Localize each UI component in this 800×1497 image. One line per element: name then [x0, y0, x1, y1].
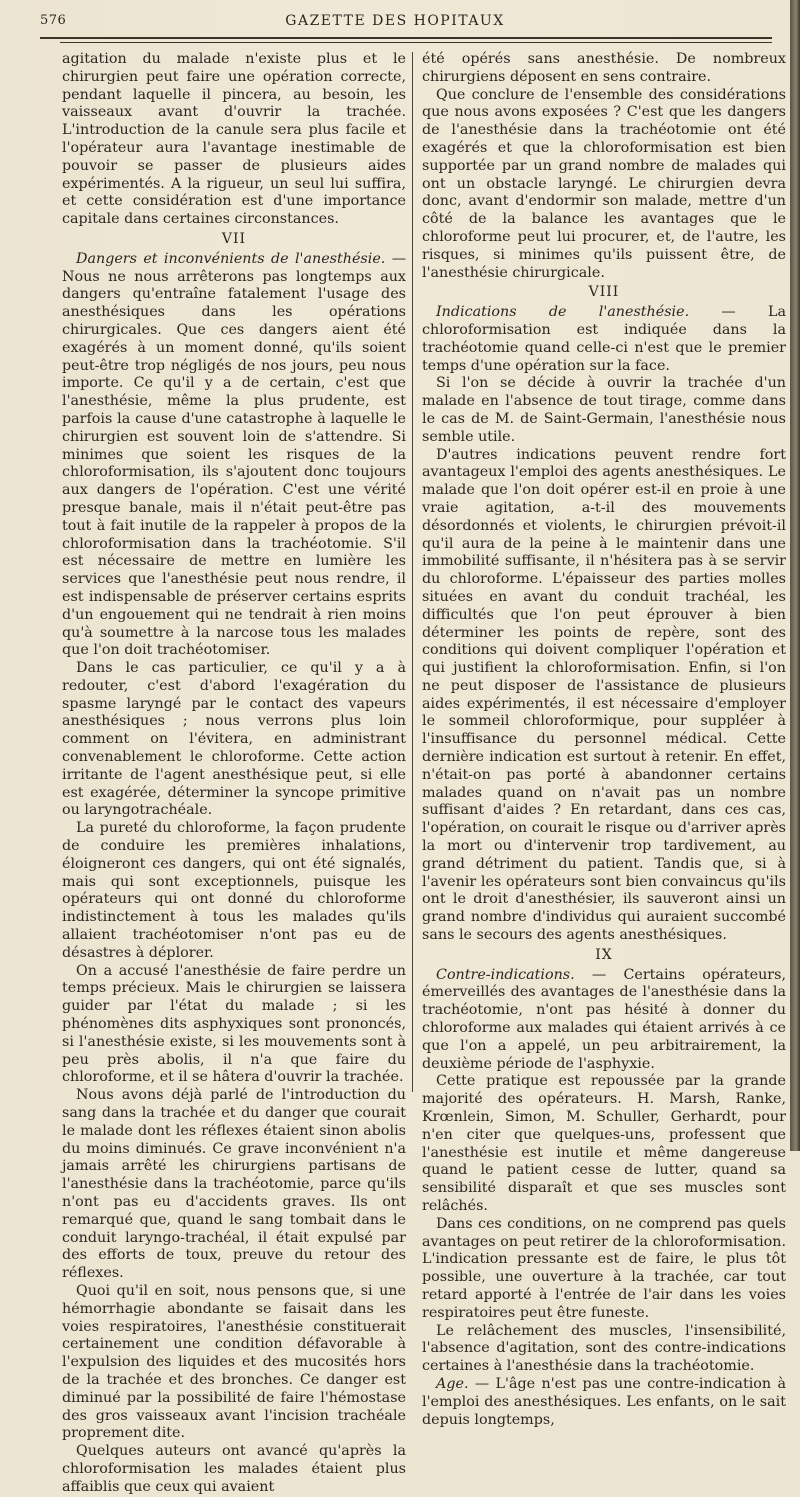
paragraph: Dans ces conditions, on ne comprend pas quels avantages on peut retirer de la chloroformisation. L'indication pressante est de faire, le plus tôt possible, une ouverture à la trachée, car tout retard apporté à l'entrée de l'air dans les voies respiratoires peut être funeste. [422, 1215, 786, 1321]
paragraph: Nous avons déjà parlé de l'introduction du sang dans la trachée et du danger que courait le malade dont les réflexes étaient sinon abolis du moins diminués. Ce grave inconvénient n'a jamais arrêté les chirurgiens partisans de l'anesthésie dans la trachéotomie, parce qu'ils n'ont pas eu d'accidents graves. Ils ont remarqué que, quand le sang tombait dans le conduit laryngo-trachéal, il était expulsé par des efforts de toux, preuve du retour des réflexes. [62, 1087, 406, 1282]
paragraph-title: Dangers et inconvénients de l'anesthésie. [76, 250, 386, 267]
paragraph [422, 1376, 786, 1429]
section-heading-ix: IX [595, 946, 613, 963]
running-head: GAZETTE DES HOPITAUX [285, 13, 505, 29]
paragraph-text: — Certains opérateurs, émerveillés des avantages de l'anesthésie dans la trachéotomie, n'ont pas hésité à donner du chloroforme aux malades qui étaient arrivés à ce que l'on a appelé, un peu arbitrairement, la deuxième période de l'asphyxie. [422, 966, 786, 1072]
book-binding-edge [790, 0, 800, 1151]
paragraph: Cette pratique est repoussée par la grande majorité des opérateurs. H. Marsh, Ranke, Krœnlein, Simon, M. Schuller, Gerhardt, pour n'en citer que quelques-uns, professent que l'anesthésie est inutile et même dangereuse quand le patient cesse de lutter, quand sa sensibilité disparaît et que ses muscles sont relâchés. [422, 1073, 786, 1214]
paragraph: Dans le cas particulier, ce qu'il y a à redouter, c'est d'abord l'exagération du spasme laryngé par le contact des vapeurs anesthésiques ; nous verrons plus loin comment on l'évitera, en administrant convenablement le chloroforme. Cette action irritante de l'agent anesthésique peut, si elle est exagérée, déterminer la syncope primitive ou laryngotrachéale. [62, 660, 406, 819]
left-column [62, 51, 406, 1497]
paragraph-text: — L'âge n'est pas une contre-indication à l'emploi des anesthésiques. Les enfants, on le sait depuis longtemps, [422, 1375, 786, 1428]
paragraph: Que conclure de l'ensemble des considérations que nous avons exposées ? C'est que les dangers de l'anesthésie dans la trachéotomie ont été exagérés et que la chloroformisation est bien supportée par un grand nombre de malades qui ont un obstacle laryngé. Le chirurgien devra donc, avant d'endormir son malade, mettre d'un côté de la balance les avantages que le chloroforme peut lui procurer, et, de l'autre, les risques, si minimes qu'ils puissent être, de l'anesthésie chirurgicale. [422, 86, 786, 281]
paragraph: agitation du malade n'existe plus et le chirurgien peut faire une opération correcte, pendant laquelle il pincera, au besoin, les vaisseaux avant d'ouvrir la trachée. L'introduction de la canule sera plus facile et l'opérateur aura l'avantage inestimable de pouvoir se passer de plusieurs aides expérimentés. A la rigueur, un seul lui suffira, et cette considération est d'une importance capitale dans certaines circonstances. [62, 51, 406, 228]
paragraph-title: Indications de l'anesthésie. [436, 304, 690, 321]
paragraph-text: — Nous ne nous arrêterons pas longtemps aux dangers qu'entraîne fatalement l'usage des anesthésiques dans les opérations chirurgicales. Que ces dangers aient été exagérés à un moment donné, qu'ils soient peut-être trop négligés de nos jours, peu nous importe. Ce qu'il y a de certain, c'est que l'anesthésie, même la plus prudente, est parfois la cause d'une catastrophe à laquelle le chirurgien est souvent loin de s'attendre. Si minimes que soient les risques de la chloroformisation, ils s'ajoutent donc toujours aux dangers de l'opération. C'est une vérité presque banale, mais il n'était peut-être pas tout à fait inutile de la rappeler à propos de la chloroformisation dans la trachéotomie. S'il est nécessaire de mettre en lumière les services que l'anesthésie peut nous rendre, il est indispensable de préserver certains esprits d'un engouement qui ne tendrait à rien moins qu'à soumettre à la narcose tous les malades que l'on doit trachéotomiser. [62, 250, 406, 659]
column-divider [412, 52, 413, 1092]
paragraph-title: Contre-indications. [436, 966, 575, 983]
paragraph: D'autres indications peuvent rendre fort avantageux l'emploi des agents anesthésiques. Le malade que l'on doit opérer est-il en proie à une vraie agitation, a-t-il des mouvements désordonnés et violents, le chirurgien prévoit-il qu'il aura de la peine à le maintenir dans une immobilité suffisante, il n'hésitera pas à se servir du chloroforme. L'épaisseur des parties molles situées en avant du conduit trachéal, les difficultés que l'on peut éprouver à bien déterminer les points de repère, sont des conditions qui doivent compliquer l'opération et qui justifient la chloroformisation. Enfin, si l'on ne peut disposer de l'assistance de plusieurs aides expérimentés, il est nécessaire d'employer le sommeil chloroformique, pour suppléer à l'insuffisance du personnel médical. Cette dernière indication est surtout à retenir. En effet, n'était-on pas porté à abandonner certains malades quand on n'avait pas un nombre suffisant d'aides ? En retardant, dans ces cas, l'opération, on courait le risque ou d'arriver après la mort ou d'intervenir trop tardivement, au grand détriment du patient. Tandis que, si à l'avenir les opérateurs sont bien convaincus qu'ils ont le droit d'anesthésier, ils sauveront ainsi un grand nombre d'individus qui auraient succombé sans le secours des agents anesthésiques. [422, 446, 786, 944]
header-rule-thin [60, 42, 772, 43]
paragraph: Quelques auteurs ont avancé qu'après la chloroformisation les malades étaient plus affaiblis que ceux qui avaient [62, 1443, 406, 1495]
paragraph: On a accusé l'anesthésie de faire perdre un temps précieux. Mais le chirurgien se laissera guider par l'état du malade ; si les phénomènes dits asphyxiques sont prononcés, si l'anesthésie existe, si les mouvements sont à peu près abolis, il n'a que faire du chloroforme, et il se hâtera d'ouvrir la trachée. [62, 962, 406, 1086]
right-column [422, 51, 786, 1429]
paragraph: La pureté du chloroforme, la façon prudente de conduire les premières inhalations, éloigneront ces dangers, qui ont été signalés, mais qui sont exceptionnels, puisque les opérateurs qui ont donné du chloroforme indistinctement à tous les malades qu'ils allaient trachéotomiser n'ont pas eu de désastres à déplorer. [62, 820, 406, 961]
paragraph: Quoi qu'il en soit, nous pensons que, si une hémorrhagie abondante se faisait dans les voies respiratoires, l'anesthésie constituerait certainement une condition défavorable à l'expulsion des liquides et des mucosités hors de la trachée et des bronches. Ce danger est diminué par la possibilité de faire l'hémostase des gros vaisseaux avant l'incision trachéale proprement dite. [62, 1282, 406, 1442]
paragraph [62, 251, 406, 660]
paragraph: Si l'on se décide à ouvrir la trachée d'un malade en l'absence de tout tirage, comme dans le cas de M. de Saint-Germain, l'anesthésie nous semble utile. [422, 375, 786, 445]
section-heading-viii: VIII [588, 284, 620, 301]
page-number: 576 [40, 13, 67, 28]
paragraph-text: — La chloroformisation est indiquée dans la trachéotomie quand celle-ci n'est que le premier temps d'une opération sur la face. [422, 304, 786, 374]
paragraph-title: Age. [436, 1375, 469, 1392]
header-rule [40, 37, 772, 39]
paragraph: Le relâchement des muscles, l'insensibilité, l'absence d'agitation, sont des contre-indications certaines à l'anesthésie dans la trachéotomie. [422, 1322, 786, 1375]
section-heading-vii: VII [221, 230, 247, 247]
paragraph [422, 967, 786, 1074]
paragraph: été opérés sans anesthésie. De nombreux chirurgiens déposent en sens contraire. [422, 51, 786, 85]
paragraph [422, 304, 786, 375]
